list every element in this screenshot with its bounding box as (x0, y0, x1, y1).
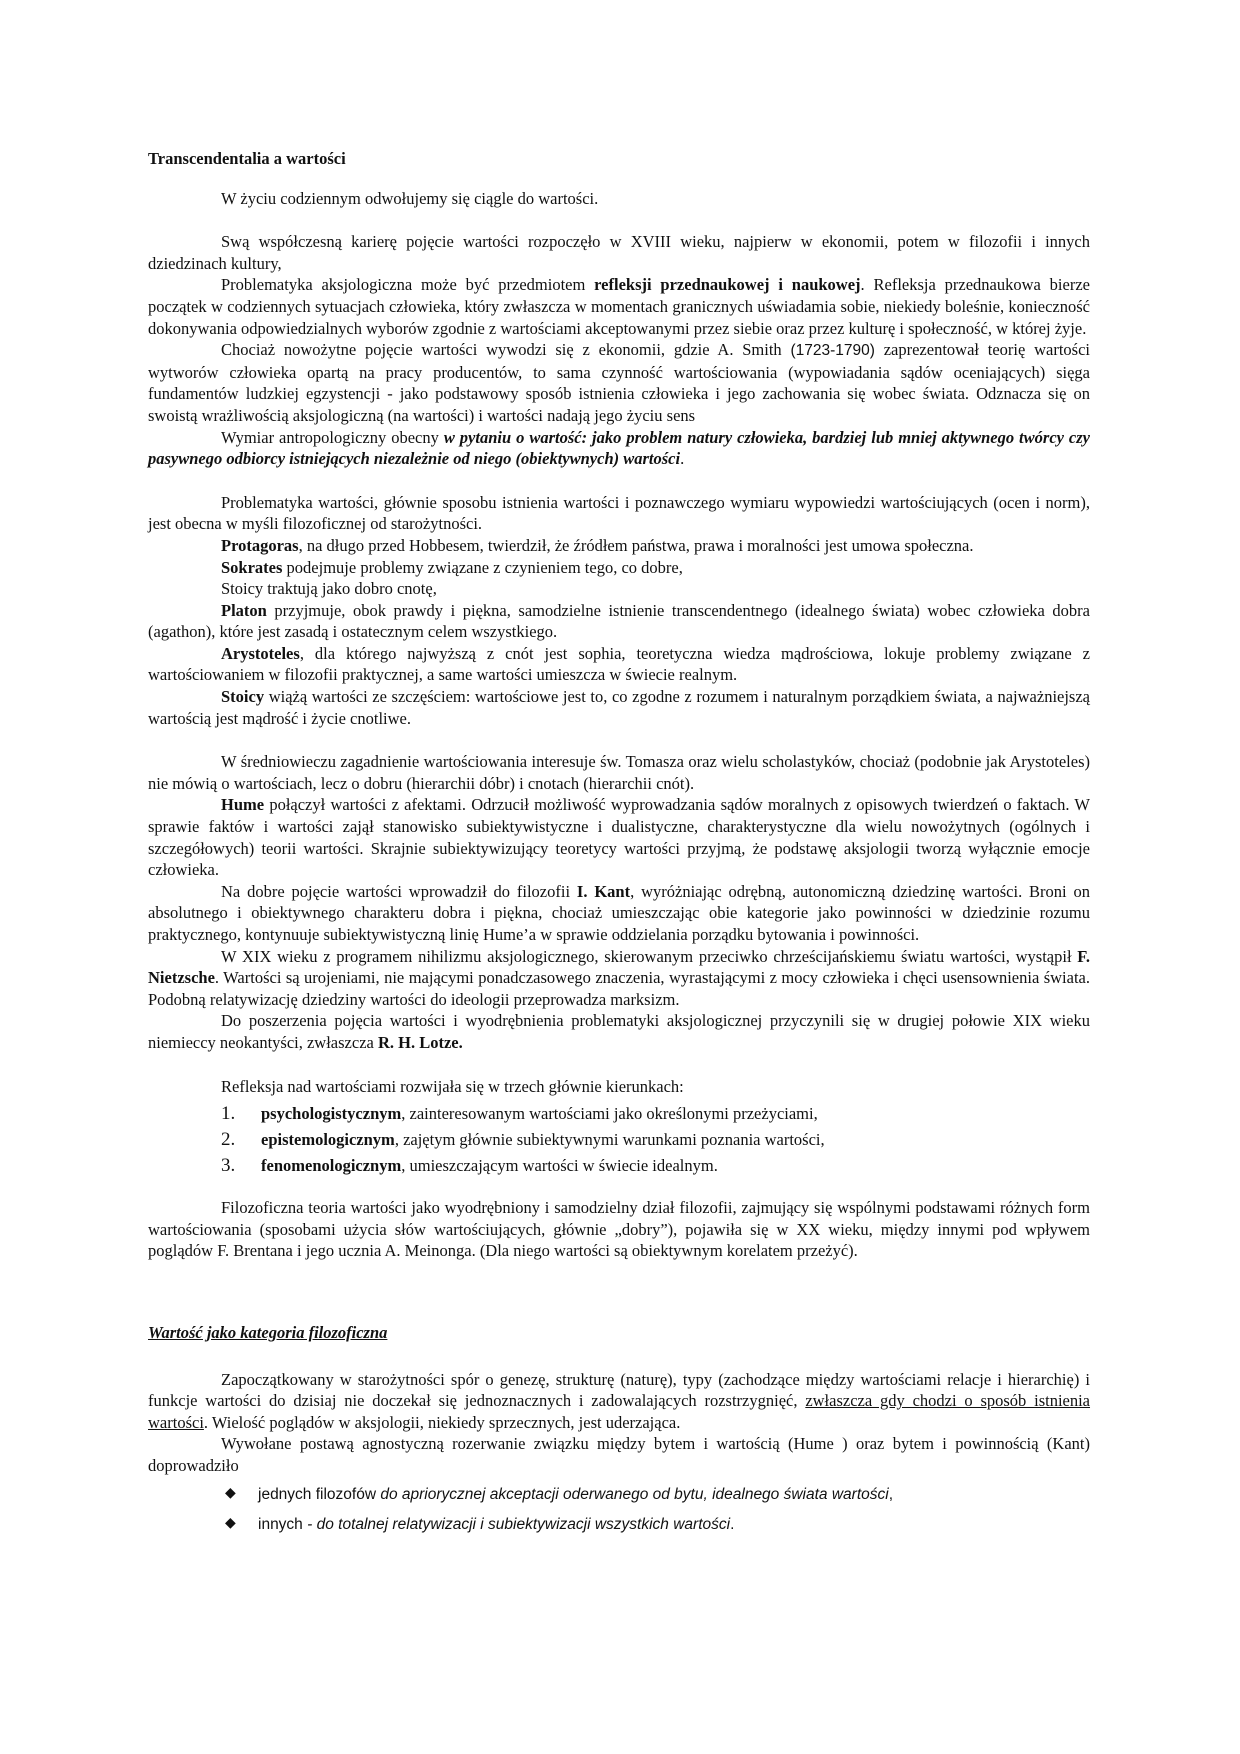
text-run: Na dobre pojęcie wartości wprowadził do filozofii (221, 881, 577, 901)
text-run: . (680, 449, 685, 469)
list-number: 1. (221, 1103, 236, 1125)
text-run: jednych filozofów (258, 1485, 381, 1503)
text-run: Zapoczątkowany w starożytności spór o genezę, strukturę (naturę), typy (zachodzące między wartościami relacje i hierarchię) i funkcje wartości do dzisiaj nie doczekał się jednoznacznych i zadowalających rozstrzygnięć, (148, 1369, 1090, 1411)
philosopher-name: Sokrates (221, 557, 283, 577)
paragraph (148, 535, 1090, 557)
text-run: Do poszerzenia pojęcia wartości i wyodrębnienia problematyki aksjologicznej przyczynili się w drugiej połowie XIX wieku niemieccy neokantyści, zwłaszcza (148, 1011, 1090, 1052)
philosopher-name: R. H. Lotze. (377, 1032, 463, 1052)
paragraph: Wywołane postawą agnostyczną rozerwanie związku między bytem i wartością (Hume ) oraz bytem i powinnością (Kant) doprowadziło (148, 1434, 1090, 1475)
section-heading: Wartość jako kategoria filozoficzna (148, 1322, 388, 1342)
list-term: epistemologicznym (261, 1130, 395, 1150)
paragraph (148, 600, 1090, 643)
list-item (148, 1509, 1090, 1539)
paragraph: Problematyka wartości, głównie sposobu istnienia wartości i poznawczego wymiaru wypowiedzi wartościujących (ocen i norm), jest obecna w myśli filozoficznej od starożytności. (148, 492, 1090, 534)
bold-italic-phrase: w pytaniu o wartość: jako problem natury człowieka, bardziej lub mniej aktywnego twórcy czy pasywnego odbiorcy istniejących niezależnie od niego (obiektywnych) wartości (148, 427, 1090, 469)
philosopher-name: Platon (221, 600, 267, 620)
paragraph (148, 946, 1090, 1011)
paragraph (148, 686, 1090, 729)
paragraph: Filozoficzna teoria wartości jako wyodrębniony i samodzielny dział filozofii, zajmujący się wspólnymi podstawami różnych form wartościowania (sposobami użycia słów wartościujących, głównie „dobry”), pojawiła się w XX wieku, między innymi pod wpływem poglądów F. Brentana i jego ucznia A. Meinonga. (Dla niego wartości są obiektywnym korelatem przeżyć). (148, 1198, 1090, 1261)
paragraph: W życiu codziennym odwołujemy się ciągle do wartości. (221, 188, 599, 208)
document-body (148, 148, 1090, 1539)
text-run: , umieszczającym wartości w świecie idealnym. (401, 1156, 718, 1176)
paragraph: Stoicy traktują jako dobro cnotę, (221, 579, 437, 599)
bullet-list (148, 1479, 1090, 1539)
text-run: , wyróżniając odrębną, autonomiczną dziedzinę wartości. Broni on absolutnego i obiektywnego charakteru dobra i piękna, chociaż umieszczając obie kategorie jako powinności w dziedzinie rozumu praktycznego, kontynuuje subiektywistyczną linię Hume’a w sprawie oddzielania porządku bytowania i powinności. (148, 881, 1090, 944)
list-number: 3. (221, 1155, 236, 1177)
text-run: W XIX wieku z programem nihilizmu aksjologicznego, skierowanym przeciwko chrześcijańskiemu światu wartości, wystąpił (221, 946, 1078, 966)
paragraph (148, 427, 1090, 470)
diamond-bullet-icon: ◆ (225, 1515, 236, 1531)
text-run: , dla którego najwyższą z cnót jest sophia, teoretyczna wiedza mądrościowa, lokuje problemy związane z wartościowaniem w filozofii praktycznej, a same wartości umieszcza w świecie realnym. (148, 643, 1090, 685)
text-run: zaprezentował teorię wartości wytworów człowieka opartą na pracy producentów, to sama czynność wartościowania (wypowiadania sądów oceniających) sięga fundamentów ludzkiej egzystencji - jako podstawowy sposób istnienia człowieka i jego zachowania się wobec świata. Odznacza się on swoistą wrażliwością aksjologiczną (na wartości) i wartości nadają jego życiu sens (148, 340, 1090, 425)
text-run: (1723-1790) (790, 342, 875, 360)
paragraph (148, 881, 1090, 946)
text-run: . (730, 1515, 735, 1533)
list-item (148, 1101, 1090, 1127)
text-run: . Wielość poglądów w aksjologii, niekiedy sprzecznych, jest uderzająca. (203, 1412, 681, 1432)
text-run: , zainteresowanym wartościami jako określonymi przeżyciami, (401, 1104, 818, 1124)
list-item (148, 1127, 1090, 1153)
text-run: Problematyka aksjologiczna może być przedmiotem (221, 275, 595, 295)
diamond-bullet-icon: ◆ (225, 1485, 236, 1501)
text-run: . Refleksja przednaukowa bierze początek w codziennych sytuacjach człowieka, który zwłaszcza w momentach granicznych uświadamia sobie, niekiedy boleśnie, konieczność dokonywania odpowiedzialnych wyborów zgodnie z wartościami akceptowanymi przez siebie oraz przez kulturę i społeczność, w której żyje. (148, 275, 1090, 338)
text-run: Chociaż nowożytne pojęcie wartości wywodzi się z ekonomii, gdzie A. Smith (221, 340, 791, 360)
bold-phrase: refleksji przednaukowej i naukowej (594, 275, 861, 295)
underlined-phrase: zwłaszcza gdy chodzi o sposób istnienia wartości (148, 1391, 1091, 1432)
paragraph (148, 557, 1090, 579)
paragraph (148, 1369, 1090, 1434)
paragraph: W średniowieczu zagadnienie wartościowania interesuje św. Tomasza oraz wielu scholastyków, chociaż (podobnie jak Arystoteles) nie mówią o wartościach, lecz o dobru (hierarchii dóbr) i cnotach (hierarchii cnót). (148, 752, 1090, 793)
paragraph (148, 274, 1090, 339)
philosopher-name: Hume (221, 795, 265, 815)
text-run: Wymiar antropologiczny obecny (221, 427, 444, 447)
text-run: , (888, 1485, 894, 1503)
paragraph (148, 794, 1090, 880)
list-term: fenomenologicznym (261, 1156, 402, 1176)
text-run: wiążą wartości ze szczęściem: wartościowe jest to, co zgodne z rozumem i naturalnym porządkiem świata, a najważniejszą wartością jest mądrość i życie cnotliwe. (148, 687, 1090, 728)
paragraph: Refleksja nad wartościami rozwijała się w trzech głównie kierunkach: (221, 1076, 684, 1096)
paragraph (148, 339, 1090, 426)
text-run: połączył wartości z afektami. Odrzucił możliwość wyprowadzania sądów moralnych z opisowych twierdzeń o faktach. W sprawie faktów i wartości zajął stanowisko subiektywistyczne i dualistyczne, charakterystyczne dla wielu nowożytnych (ogólnych i szczegółowych) teorii wartości. Skrajnie subiektywizujący teoretycy wartości przyjmą, że podstawę aksjologii tworzą wyłącznie emocje człowieka. (148, 795, 1090, 880)
philosopher-name: Arystoteles (221, 643, 300, 663)
text-run: . Wartości są urojeniami, nie mającymi ponadczasowego znaczenia, wyrastającymi z mocy człowieka i chęci usensownienia świata. Podobną relatywizację dziedziny wartości do ideologii przeprowadza marksizm. (148, 968, 1090, 1009)
text-run: podejmuje problemy związane z czynieniem tego, co dobre, (282, 557, 683, 577)
list-number: 2. (221, 1129, 236, 1151)
philosopher-name: I. Kant (576, 881, 631, 901)
list-item (148, 1479, 1090, 1509)
list-term: psychologistycznym (261, 1104, 402, 1124)
numbered-list (148, 1101, 1090, 1179)
italic-phrase: do apriorycznej akceptacji oderwanego od bytu, idealnego świata wartości (380, 1485, 889, 1503)
paragraph (148, 1010, 1090, 1053)
italic-phrase: - do totalnej relatywizacji i subiektywizacji wszystkich wartości (307, 1515, 731, 1533)
text-run: , na długo przed Hobbesem, twierdził, że źródłem państwa, prawa i moralności jest umowa społeczna. (298, 535, 974, 555)
philosopher-name: F. Nietzsche (148, 946, 1090, 988)
text-run: przyjmuje, obok prawdy i piękna, samodzielne istnienie transcendentnego (idealnego świata) wobec człowieka dobra (agathon), które jest zasadą i ostatecznym celem wszystkiego. (148, 600, 1090, 642)
philosopher-name: Protagoras (221, 535, 299, 555)
philosopher-name: Stoicy (221, 687, 265, 707)
document-title: Transcendentalia a wartości (148, 149, 346, 168)
list-item (148, 1153, 1090, 1179)
text-run: innych (258, 1515, 308, 1533)
paragraph (148, 643, 1090, 686)
paragraph: Swą współczesną karierę pojęcie wartości rozpoczęło w XVIII wieku, najpierw w ekonomii, potem w filozofii i innych dziedzinach kultury, (148, 232, 1090, 273)
text-run: , zajętym głównie subiektywnymi warunkami poznania wartości, (394, 1130, 825, 1150)
